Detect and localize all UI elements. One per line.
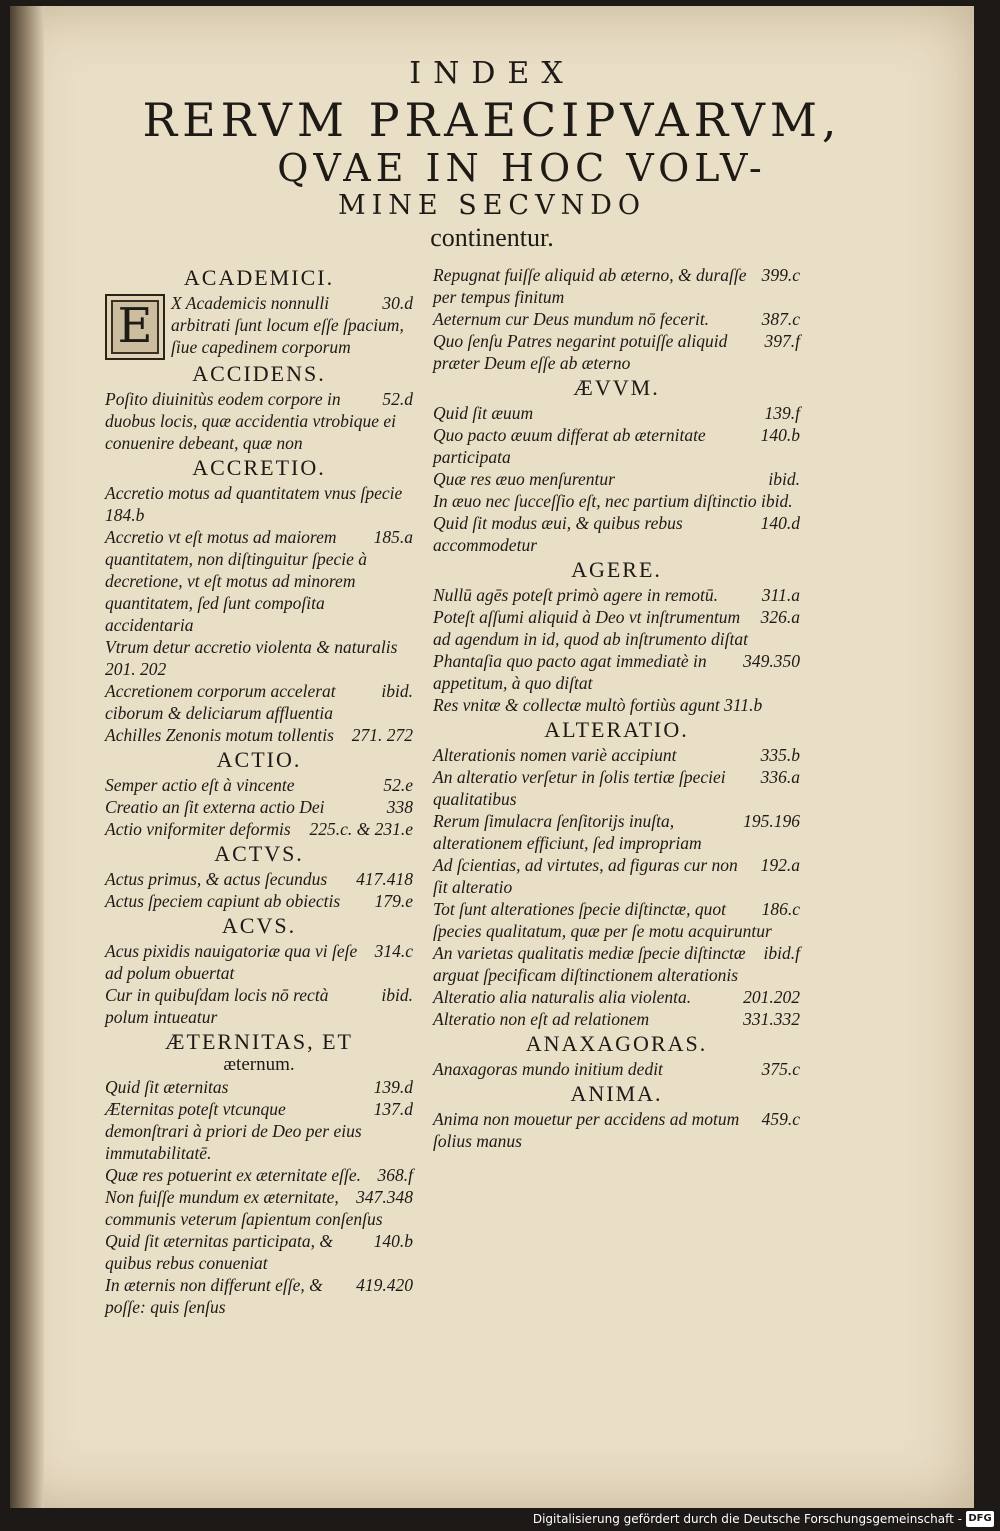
section-heading: ACCIDENS. bbox=[192, 361, 326, 386]
entry-text: Quo ſenſu Patres negarint potuiſſe aliquid præter Deum eſſe ab æterno bbox=[433, 331, 728, 373]
entry-reference: ibid. bbox=[381, 985, 413, 1005]
entry-text: Anima non mouetur per accidens ad motum ſolius manus bbox=[433, 1109, 740, 1151]
entry-text: Semper actio eſt à vincente bbox=[105, 775, 295, 795]
index-entry bbox=[433, 512, 800, 556]
index-column-left bbox=[105, 264, 413, 1318]
entry-text: Aeternum cur Deus mundum nō fecerit. bbox=[433, 309, 710, 329]
index-entry bbox=[105, 890, 413, 912]
index-entry bbox=[433, 584, 800, 606]
entry-text: Rerum ſimulacra ſenſitorijs inuſta, alterationem efficiunt, ſed impropriam bbox=[433, 811, 702, 853]
index-entry bbox=[105, 482, 413, 526]
entry-reference: 271. 272 bbox=[351, 725, 413, 745]
entry-reference: 331.332 bbox=[743, 1009, 800, 1029]
entry-text: Quo pacto æuum differat ab æternitate participata bbox=[433, 425, 706, 467]
index-entry bbox=[105, 774, 413, 796]
index-entry bbox=[105, 526, 413, 636]
header-line-1: INDEX bbox=[409, 56, 575, 91]
index-entry bbox=[105, 292, 413, 360]
index-entry bbox=[105, 680, 413, 724]
section-heading: ÆVVM. bbox=[573, 375, 660, 400]
entry-text: Quæ res æuo menſurentur bbox=[433, 469, 615, 489]
header-line-5: continentur. bbox=[430, 223, 554, 252]
entry-reference: 186.c bbox=[761, 899, 800, 919]
entry-reference: 397.f bbox=[764, 331, 800, 351]
section-heading: ACTVS. bbox=[214, 841, 304, 866]
digitization-footer bbox=[0, 1508, 1000, 1531]
entry-text: Actus ſpeciem capiunt ab obiectis bbox=[105, 891, 341, 911]
entry-reference: 201.202 bbox=[743, 987, 800, 1007]
entry-text: Accretio vt eſt motus ad maiorem quantitatem, non diſtinguitur ſpecie à decretione, vt eſt motus ad minorem quantitatem, ſed ſunt compoſita accidentaria bbox=[105, 527, 367, 635]
entry-reference: 338 bbox=[386, 797, 413, 817]
index-entry bbox=[433, 986, 800, 1008]
section-heading: ACTIO. bbox=[216, 747, 302, 772]
entry-reference: 417.418 bbox=[356, 869, 413, 889]
index-entry bbox=[105, 940, 413, 984]
section-subheading: æternum. bbox=[223, 1054, 295, 1075]
index-entry bbox=[105, 1164, 413, 1186]
entry-reference: 387.c bbox=[761, 309, 800, 329]
entry-text: Acus pixidis nauigatoriæ qua vi ſeſe ad polum obuertat bbox=[105, 941, 358, 983]
section-heading: ALTERATIO. bbox=[544, 717, 689, 742]
entry-reference: ibid.f bbox=[763, 943, 800, 963]
section-heading: ÆTERNITAS, ET bbox=[164, 1029, 353, 1054]
section-heading: ANIMA. bbox=[570, 1081, 663, 1106]
index-entry bbox=[433, 854, 800, 898]
entry-reference: 347.348 bbox=[356, 1187, 413, 1207]
entry-reference: 326.a bbox=[760, 607, 800, 627]
entry-text: Vtrum detur accretio violenta & naturalis 201. 202 bbox=[105, 637, 398, 679]
entry-reference: 419.420 bbox=[356, 1275, 413, 1295]
entry-text: Alteratio alia naturalis alia violenta. bbox=[433, 987, 692, 1007]
index-entry bbox=[433, 1058, 800, 1080]
entry-text: Quid ſit æuum bbox=[433, 403, 534, 423]
entry-reference: 139.d bbox=[373, 1077, 413, 1097]
index-entry bbox=[433, 308, 800, 330]
section-heading: AGERE. bbox=[571, 557, 662, 582]
index-entry bbox=[433, 468, 800, 490]
index-entry bbox=[105, 724, 413, 746]
index-entry bbox=[105, 1230, 413, 1274]
index-entry bbox=[433, 766, 800, 810]
index-entry bbox=[433, 898, 800, 942]
entry-reference: 368.f bbox=[377, 1165, 413, 1185]
index-column-right bbox=[433, 264, 800, 1152]
entry-reference: 349.350 bbox=[743, 651, 800, 671]
index-entry bbox=[105, 1076, 413, 1098]
entry-text: Actio vniformiter deformis bbox=[105, 819, 291, 839]
index-entry bbox=[433, 694, 800, 716]
header-line-3: QVAE IN HOC VOLV- bbox=[277, 146, 767, 190]
entry-text: An alteratio verſetur in ſolis tertiæ ſpeciei qualitatibus bbox=[433, 767, 726, 809]
entry-reference: 192.a bbox=[760, 855, 800, 875]
ornamental-initial: E bbox=[105, 294, 165, 360]
index-entry bbox=[105, 868, 413, 890]
entry-text: In æternis non differunt eſſe, & poſſe: quis ſenſus bbox=[105, 1275, 323, 1317]
entry-text: Anaxagoras mundo initium dedit bbox=[433, 1059, 663, 1079]
entry-text: An varietas qualitatis mediæ ſpecie diſtinctæ arguat ſpecificam diſtinctionem alterationis bbox=[433, 943, 746, 985]
section-heading: ACCRETIO. bbox=[192, 455, 326, 480]
index-entry bbox=[433, 606, 800, 650]
entry-text: Quid ſit æternitas bbox=[105, 1077, 229, 1097]
index-entry bbox=[105, 1098, 413, 1164]
entry-reference: 375.c bbox=[761, 1059, 800, 1079]
entry-text: Quid ſit æternitas participata, & quibus rebus conueniat bbox=[105, 1231, 333, 1273]
index-entry bbox=[105, 818, 413, 840]
index-entry bbox=[105, 984, 413, 1028]
footer-text: Digitalisierung gefördert durch die Deutsche Forschungsgemeinschaft - bbox=[532, 1512, 962, 1526]
entry-text: Accretionem corporum accelerat ciborum & deliciarum affluentia bbox=[105, 681, 336, 723]
entry-reference: 335.b bbox=[760, 745, 800, 765]
index-entry bbox=[105, 388, 413, 454]
entry-text: In æuo nec ſucceſſio eſt, nec partium diſtinctio ibid. bbox=[433, 491, 793, 511]
entry-reference: 225.c. & 231.e bbox=[309, 819, 413, 839]
entry-text: Repugnat fuiſſe aliquid ab æterno, & duraſſe per tempus finitum bbox=[433, 265, 747, 307]
index-entry bbox=[433, 744, 800, 766]
entry-reference: 195.196 bbox=[743, 811, 800, 831]
index-entry bbox=[433, 810, 800, 854]
entry-reference: 137.d bbox=[373, 1099, 413, 1119]
dfg-logo: DFG bbox=[966, 1511, 994, 1527]
entry-text: Achilles Zenonis motum tollentis bbox=[105, 725, 334, 745]
index-entry bbox=[433, 1108, 800, 1152]
index-entry bbox=[433, 402, 800, 424]
entry-reference: 139.f bbox=[764, 403, 800, 423]
entry-text: X Academicis nonnulli arbitrati ſunt locum eſſe ſpacium, ſiue capedinem corporum bbox=[171, 293, 404, 357]
page-header bbox=[10, 56, 974, 254]
entry-text: Nullū agēs poteſt primò agere in remotū. bbox=[433, 585, 718, 605]
entry-text: Quid ſit modus æui, & quibus rebus accommodetur bbox=[433, 513, 683, 555]
entry-reference: 185.a bbox=[373, 527, 413, 547]
index-entry bbox=[433, 424, 800, 468]
entry-text: Cur in quibuſdam locis nō rectà polum intueatur bbox=[105, 985, 329, 1027]
entry-reference: 52.e bbox=[383, 775, 413, 795]
section-heading: ACVS. bbox=[221, 913, 297, 938]
entry-reference: 314.c bbox=[374, 941, 413, 961]
index-entry bbox=[433, 490, 800, 512]
entry-text: Quæ res potuerint ex æternitate eſſe. bbox=[105, 1165, 361, 1185]
book-page bbox=[10, 6, 974, 1508]
entry-reference: 336.a bbox=[760, 767, 800, 787]
entry-reference: 140.d bbox=[760, 513, 800, 533]
entry-text: Poteſt aſſumi aliquid à Deo vt inſtrumentum ad agendum in id, quod ab inſtrumento diſtat bbox=[433, 607, 748, 649]
entry-reference: ibid. bbox=[768, 469, 800, 489]
entry-text: Phantaſia quo pacto agat immediatè in appetitum, à quo diſtat bbox=[433, 651, 707, 693]
entry-reference: 459.c bbox=[761, 1109, 800, 1129]
index-entry bbox=[433, 942, 800, 986]
index-entry bbox=[433, 330, 800, 374]
index-entry bbox=[433, 650, 800, 694]
entry-text: Alteratio non eſt ad relationem bbox=[433, 1009, 650, 1029]
entry-text: Ad ſcientias, ad virtutes, ad figuras cur non ſit alteratio bbox=[433, 855, 738, 897]
index-entry bbox=[433, 264, 800, 308]
header-line-4: MINE SECVNDO bbox=[338, 190, 646, 221]
index-entry bbox=[105, 636, 413, 680]
entry-text: Alterationis nomen variè accipiunt bbox=[433, 745, 677, 765]
header-line-2: RERVM PRAECIPVARVM, bbox=[142, 93, 842, 147]
section-heading: ACADEMICI. bbox=[183, 265, 335, 290]
entry-text: Tot ſunt alterationes ſpecie diſtinctæ, quot ſpecies qualitatum, quæ per ſe motu acquiruntur bbox=[433, 899, 772, 941]
index-entry bbox=[105, 796, 413, 818]
entry-reference: 140.b bbox=[760, 425, 800, 445]
entry-text: Poſito diuinitùs eodem corpore in duobus locis, quæ accidentia vtrobique ei conuenire debeant, quæ non bbox=[105, 389, 396, 453]
entry-reference: 30.d bbox=[382, 293, 413, 313]
entry-reference: 52.d bbox=[382, 389, 413, 409]
entry-text: Creatio an ſit externa actio Dei bbox=[105, 797, 325, 817]
entry-reference: 179.e bbox=[374, 891, 413, 911]
index-entry bbox=[433, 1008, 800, 1030]
entry-reference: 399.c bbox=[761, 265, 800, 285]
entry-text: Res vnitæ & collectæ multò fortiùs agunt 311.b bbox=[433, 695, 763, 715]
entry-reference: ibid. bbox=[381, 681, 413, 701]
entry-text: Accretio motus ad quantitatem vnus ſpecie 184.b bbox=[105, 483, 403, 525]
section-heading: ANAXAGORAS. bbox=[525, 1031, 708, 1056]
entry-text: Æternitas poteſt vtcunque demonſtrari à priori de Deo per eius immutabilitatē. bbox=[105, 1099, 362, 1163]
entry-reference: 140.b bbox=[373, 1231, 413, 1251]
index-entry bbox=[105, 1186, 413, 1230]
entry-text: Non fuiſſe mundum ex æternitate, communis veterum ſapientum conſenſus bbox=[105, 1187, 383, 1229]
entry-text: Actus primus, & actus ſecundus bbox=[105, 869, 328, 889]
index-entry bbox=[105, 1274, 413, 1318]
entry-reference: 311.a bbox=[761, 585, 800, 605]
